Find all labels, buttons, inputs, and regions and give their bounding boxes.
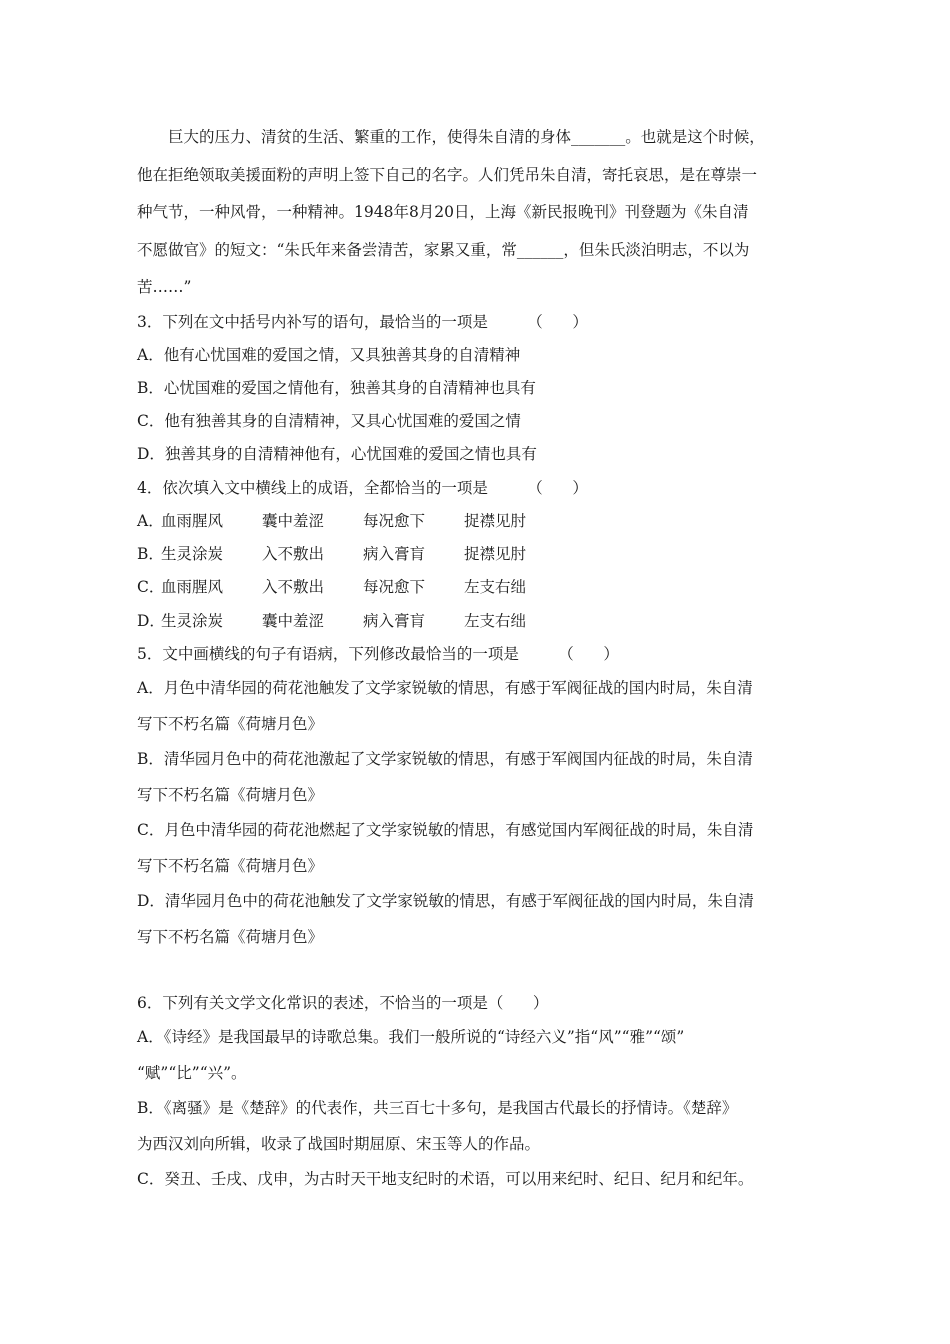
question-5-option-a-line-1: A．月色中清华园的荷花池触发了文学家锐敏的情思，有感于军阀征战的国内时局，朱自清	[137, 679, 753, 697]
option-word: 血雨腥风	[161, 578, 224, 596]
option-word: 每况愈下	[363, 512, 426, 530]
question-3-option-a: A．他有心忧国难的爱国之情，又具独善其身的自清精神	[137, 346, 521, 364]
question-3-option-b: B．心忧国难的爱国之情他有，独善其身的自清精神也具有	[137, 379, 536, 397]
question-4-stem: 4．依次填入文中横线上的成语，全都恰当的一项是 （ ）	[137, 479, 588, 497]
option-label: D．	[137, 612, 165, 630]
question-6-option-c: C．癸丑、壬戌、戊申，为古时天干地支纪时的术语，可以用来纪时、纪日、纪月和纪年。	[137, 1170, 754, 1188]
passage-line-5: 苦……”	[137, 278, 192, 296]
option-word: 血雨腥风	[161, 512, 224, 530]
passage-line-3: 种气节，一种风骨，一种精神。1948年8月20日，上海《新民报晚刊》刊登题为《朱自清	[137, 203, 749, 221]
option-word: 囊中羞涩	[262, 612, 325, 630]
option-word: 入不敷出	[262, 578, 325, 596]
option-word: 生灵涂炭	[161, 612, 224, 630]
question-6-option-a-line-2: “赋”“比”“兴”。	[137, 1064, 247, 1082]
question-5-option-d-line-2: 写下不朽名篇《荷塘月色》	[137, 928, 324, 946]
question-5-option-d-line-1: D．清华园月色中的荷花池触发了文学家锐敏的情思，有感于军阀征战的国内时局，朱自清	[137, 892, 754, 910]
option-word: 左支右绌	[464, 578, 527, 596]
passage-line-2: 他在拒绝领取美援面粉的声明上签下自己的名字。人们凭吊朱自清，寄托哀思，是在尊崇一	[137, 166, 758, 184]
question-5-stem: 5．文中画横线的句子有语病，下列修改最恰当的一项是 （ ）	[137, 645, 619, 663]
question-3-option-d: D．独善其身的自清精神他有，心忧国难的爱国之情也具有	[137, 445, 537, 463]
option-word: 左支右绌	[464, 612, 527, 630]
question-5-option-b-line-2: 写下不朽名篇《荷塘月色》	[137, 786, 324, 804]
question-3-option-c: C．他有独善其身的自清精神，又具心忧国难的爱国之情	[137, 412, 521, 430]
option-word: 每况愈下	[363, 578, 426, 596]
question-5-option-c-line-2: 写下不朽名篇《荷塘月色》	[137, 857, 324, 875]
question-5-option-b-line-1: B．清华园月色中的荷花池激起了文学家锐敏的情思，有感于军阀国内征战的时局，朱自清	[137, 750, 753, 768]
question-6-option-b-line-1: B．《离骚》是《楚辞》的代表作，共三百七十多句，是我国古代最长的抒情诗。《楚辞》	[137, 1099, 738, 1117]
option-label: B．	[137, 545, 164, 563]
question-3-stem: 3．下列在文中括号内补写的语句，最恰当的一项是 （ ）	[137, 313, 588, 331]
option-word: 病入膏肓	[363, 612, 426, 630]
question-5-option-a-line-2: 写下不朽名篇《荷塘月色》	[137, 715, 324, 733]
option-word: 入不敷出	[262, 545, 325, 563]
passage-line-4: 不愿做官》的短文：“朱氏年来备尝清苦，家累又重，常______，但朱氏淡泊明志，不以为	[137, 241, 750, 259]
question-6-stem: 6．下列有关文学文化常识的表述，不恰当的一项是（ ）	[137, 994, 549, 1012]
question-6-option-a-line-1: A．《诗经》是我国最早的诗歌总集。我们一般所说的“诗经六义”指“风”“雅”“颂”	[137, 1028, 685, 1046]
passage-line-1: 巨大的压力、清贫的生活、繁重的工作，使得朱自清的身体_______。也就是这个时候，	[168, 128, 765, 146]
option-word: 囊中羞涩	[262, 512, 325, 530]
option-word: 捉襟见肘	[464, 545, 527, 563]
option-word: 病入膏肓	[363, 545, 426, 563]
question-6-option-b-line-2: 为西汉刘向所辑，收录了战国时期屈原、宋玉等人的作品。	[137, 1135, 541, 1153]
option-word: 生灵涂炭	[161, 545, 224, 563]
option-label: C．	[137, 578, 165, 596]
question-5-option-c-line-1: C．月色中清华园的荷花池燃起了文学家锐敏的情思，有感觉国内军阀征战的时局，朱自清	[137, 821, 754, 839]
option-label: A．	[137, 512, 164, 530]
option-word: 捉襟见肘	[464, 512, 527, 530]
